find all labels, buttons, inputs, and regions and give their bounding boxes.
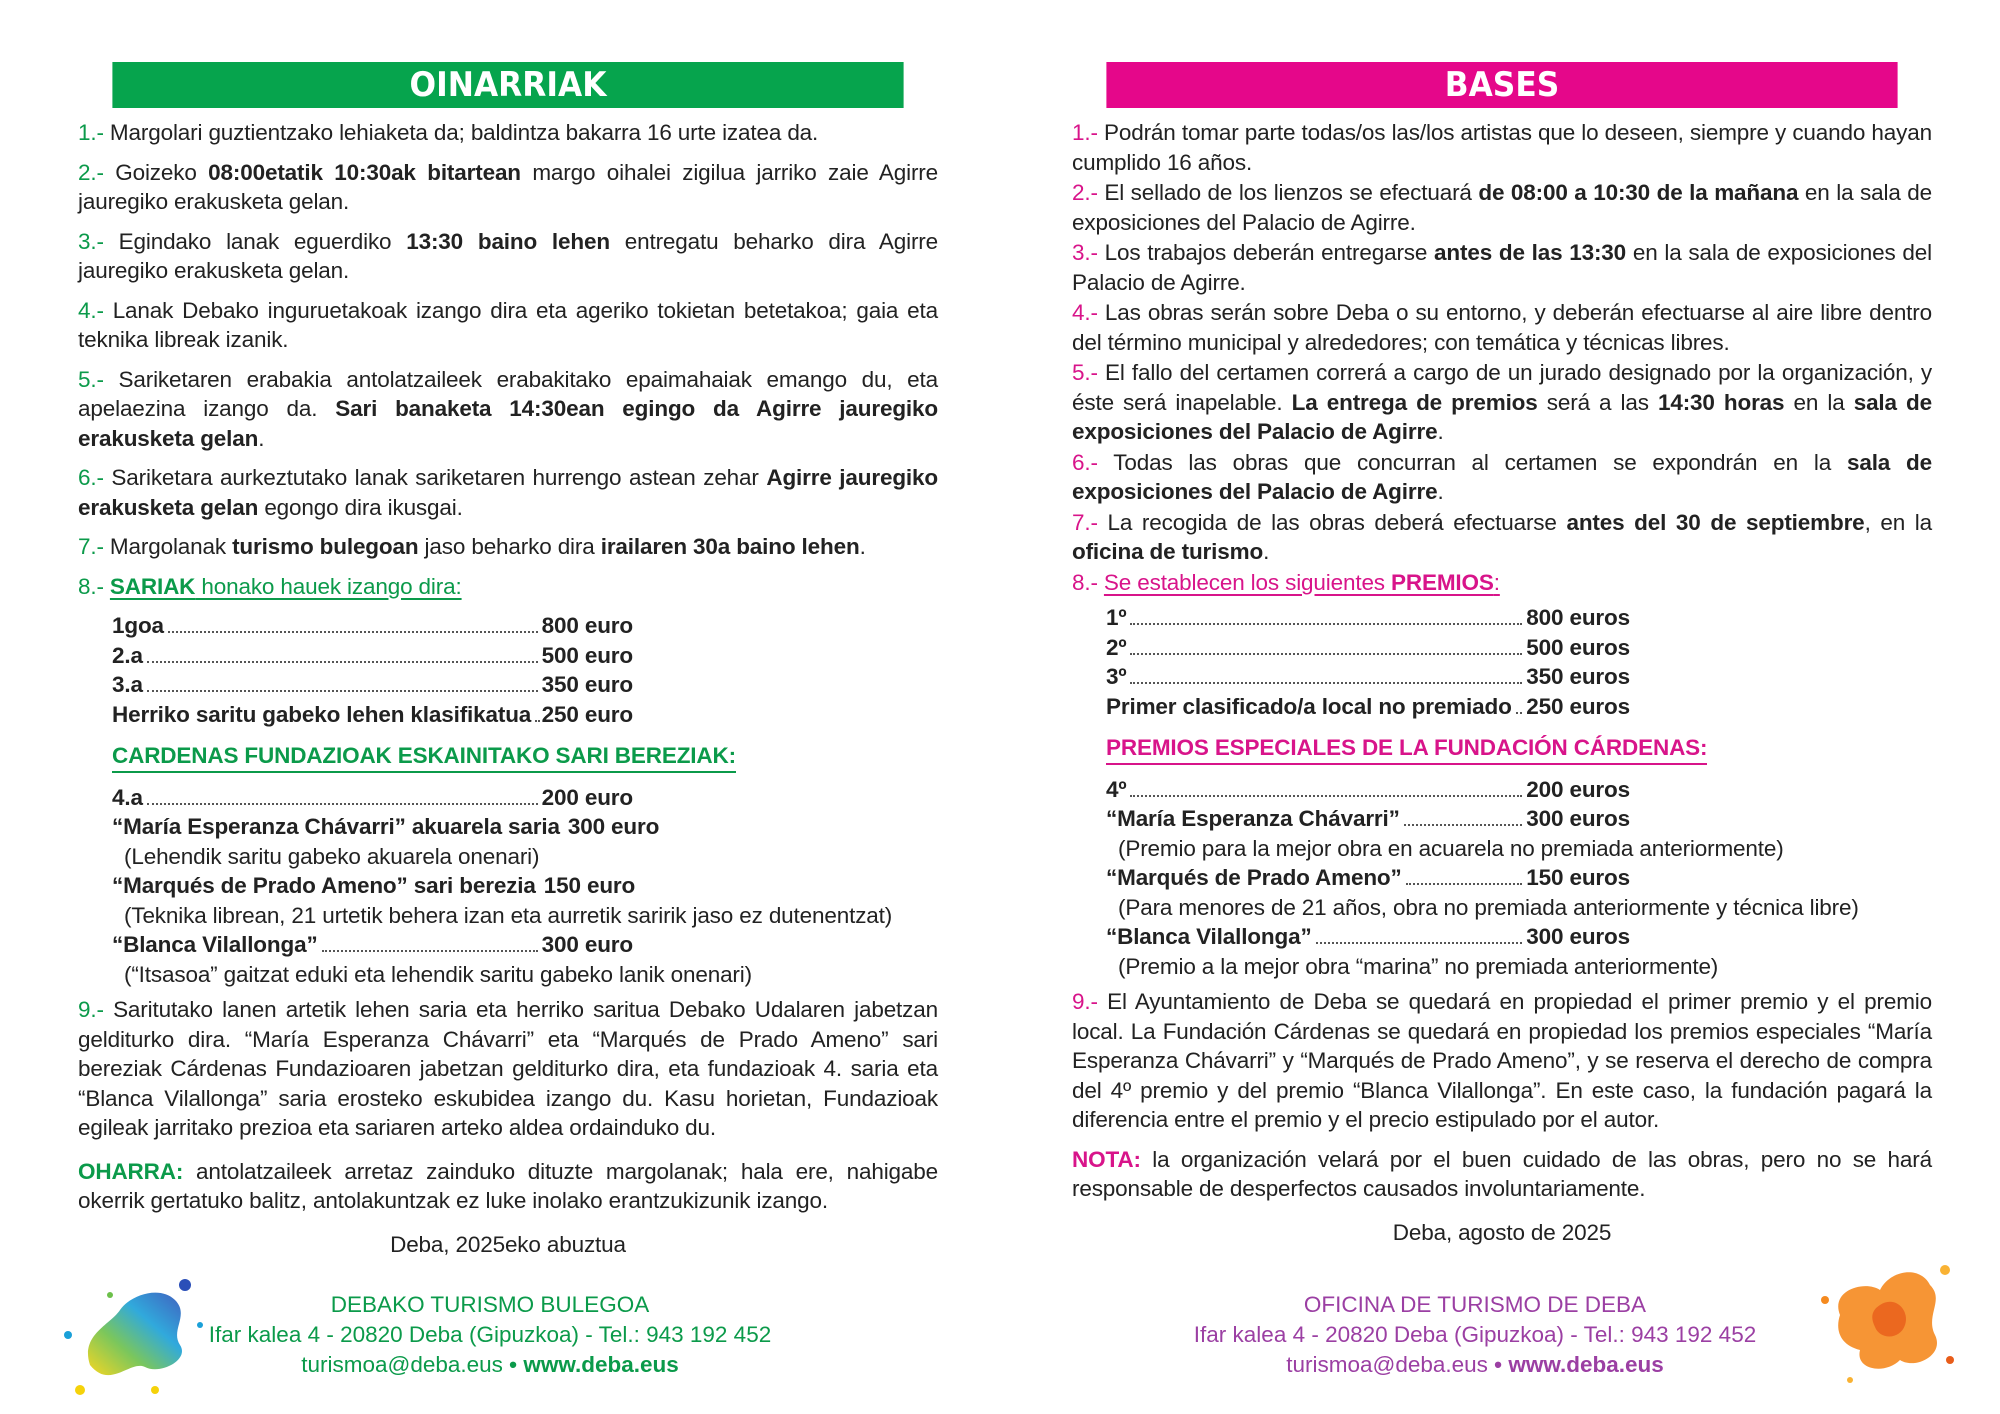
prize-amount: 150 euros bbox=[1526, 865, 1630, 890]
special-prize-row bbox=[1106, 863, 1630, 893]
prize-amount: 300 euro bbox=[541, 932, 633, 957]
prize-label: 1goa bbox=[112, 613, 164, 638]
prize-label: “Marqués de Prado Ameno” sari berezia bbox=[112, 873, 536, 898]
prize-label: 4º bbox=[1106, 776, 1127, 802]
dot-leader bbox=[1404, 824, 1523, 826]
item-7: 7.- Margolanak turismo bulegoan jaso beharko dira irailaren 30a baino lehen. bbox=[78, 534, 866, 559]
item-9: 9.- Saritutako lanen artetik lehen saria eta herriko saritua Debako Udalaren jabetzan gelditurko dira. “María Esperanza Chávarri” eta “Marqués de Prado Ameno” sari bereziak Cárdenas Fundazioaren jabetzan gelditurko dira, eta fundazioak 4. saria eta “Blanca Vilallonga” saria erosteko eskubidea izango du. Kasu horietan, Fundazioak egileak jarritako prezioa eta sariaren arteko aldea ordainduko du. bbox=[78, 997, 938, 1140]
dot-leader bbox=[1130, 682, 1522, 684]
special-prize-row bbox=[1106, 775, 1630, 805]
spanish-items bbox=[1072, 118, 1932, 567]
item-1: 1.- Margolari guztientzako lehiaketa da; baldintza bakarra 16 urte izatea da. bbox=[78, 120, 819, 145]
dot-leader bbox=[147, 661, 538, 663]
item-number: 3.- bbox=[1072, 240, 1098, 265]
prize-amount: 500 euros bbox=[1526, 634, 1630, 660]
prize-amount: 250 euro bbox=[541, 701, 633, 727]
prize-note: (Premio a la mejor obra “marina” no premiada anteriormente) bbox=[1118, 953, 1719, 979]
dot-leader bbox=[1516, 712, 1523, 714]
web-link[interactable]: www.deba.eus bbox=[523, 1352, 679, 1377]
prize-label: 1º bbox=[1106, 605, 1127, 630]
contact-line bbox=[150, 1350, 830, 1380]
prize-label: “Marqués de Prado Ameno” bbox=[1106, 865, 1402, 890]
item-number: 4.- bbox=[78, 297, 104, 323]
item-8: 8.- Se establecen los siguientes PREMIOS: bbox=[1072, 569, 1500, 595]
place-date: Deba, agosto de 2025 bbox=[1392, 1219, 1612, 1245]
prize-list bbox=[1106, 603, 1932, 981]
item-7: 7.- La recogida de las obras deberá efectuarse antes del 30 de septiembre, en la oficina de turismo. bbox=[1072, 509, 1932, 564]
prize-amount: 800 euros bbox=[1526, 605, 1630, 630]
prize-label: 2º bbox=[1106, 634, 1127, 660]
item-number: 2.- bbox=[1072, 180, 1098, 205]
item-number: 6.- bbox=[78, 465, 104, 490]
basque-footer bbox=[150, 1290, 830, 1380]
basque-items bbox=[78, 118, 938, 562]
item-number: 5.- bbox=[78, 366, 104, 392]
prize-note: (Para menores de 21 años, obra no premiada anteriormente y técnica libre) bbox=[1118, 894, 1859, 920]
prize-amount: 200 euros bbox=[1526, 776, 1630, 802]
dot-leader bbox=[322, 950, 538, 952]
prize-amount: 300 euros bbox=[1526, 924, 1630, 949]
prize-label: Primer clasificado/a local no premiado bbox=[1106, 693, 1512, 719]
dot-leader bbox=[147, 690, 538, 692]
basque-body bbox=[78, 118, 938, 1259]
prize-label: “Blanca Vilallonga” bbox=[1106, 924, 1312, 949]
dot-leader bbox=[168, 631, 538, 633]
item-2: 2.- El sellado de los lienzos se efectuará de 08:00 a 10:30 de la mañana en la sala de exposiciones del Palacio de Agirre. bbox=[1072, 180, 1932, 235]
prize-amount: 250 euros bbox=[1526, 693, 1630, 719]
prize-note: (Teknika librean, 21 urtetik behera izan eta aurretik saririk jaso ez dutenentzat) bbox=[124, 902, 893, 928]
paint-splash-rainbow-icon bbox=[50, 1255, 210, 1405]
note: NOTA: la organización velará por el buen cuidado de las obras, pero no se hará responsable de desperfectos causados involuntariamente. bbox=[1072, 1146, 1932, 1201]
special-prize-row bbox=[112, 783, 633, 813]
item-number: 1.- bbox=[1072, 120, 1098, 145]
prize-row bbox=[112, 641, 633, 671]
prize-label: “María Esperanza Chávarri” bbox=[1106, 806, 1400, 831]
contact-line bbox=[1155, 1350, 1795, 1380]
dot-leader bbox=[1130, 795, 1522, 797]
spanish-body bbox=[1072, 118, 1932, 1247]
prize-amount: 150 euro bbox=[543, 873, 636, 898]
bullet-separator: • bbox=[1494, 1352, 1503, 1377]
item-number: 1.- bbox=[78, 120, 104, 145]
prize-note: (Premio para la mejor obra en acuarela no premiada anteriormente) bbox=[1118, 835, 1784, 861]
prize-label: “Blanca Vilallonga” bbox=[112, 932, 318, 957]
item-6: 6.- Sariketara aurkeztutako lanak sariketaren hurrengo astean zehar Agirre jauregiko erakusketa gelan egongo dira ikusgai. bbox=[78, 465, 938, 520]
prize-note: (“Itsasoa” gaitzat eduki eta lehendik saritu gabeko lanik onenari) bbox=[124, 961, 752, 987]
special-prizes-heading: PREMIOS ESPECIALES DE LA FUNDACIÓN CÁRDENAS: bbox=[1106, 733, 1707, 765]
prize-row bbox=[1106, 662, 1630, 692]
prize-row bbox=[112, 700, 633, 730]
dot-leader bbox=[1316, 942, 1523, 944]
office-title: OFICINA DE TURISMO DE DEBA bbox=[1303, 1292, 1647, 1317]
banner-bases: BASES bbox=[1106, 62, 1897, 108]
item-number: 7.- bbox=[1072, 509, 1098, 535]
prize-note: (Lehendik saritu gabeko akuarela onenari) bbox=[124, 843, 540, 869]
item-number: 4.- bbox=[1072, 300, 1098, 325]
dot-leader bbox=[147, 803, 538, 805]
prize-amount: 350 euro bbox=[541, 672, 633, 697]
item-5: 5.- El fallo del certamen correrá a cargo de un jurado designado por la organización, y éste será inapelable. La entrega de premios será a las 14:30 horas en la sala de exposiciones del Palacio de Agirre. bbox=[1072, 360, 1932, 444]
item-3: 3.- Los trabajos deberán entregarse antes de las 13:30 en la sala de exposiciones del Palacio de Agirre. bbox=[1072, 240, 1932, 295]
prize-amount: 350 euros bbox=[1526, 664, 1630, 689]
prize-label: 3º bbox=[1106, 664, 1127, 689]
item-6: 6.- Todas las obras que concurran al certamen se expondrán en la sala de exposiciones del Palacio de Agirre. bbox=[1072, 449, 1932, 504]
item-4: 4.- Las obras serán sobre Deba o su entorno, y deberán efectuarse al aire libre dentro del término municipal y alrededores; con temática y técnicas libres. bbox=[1072, 300, 1932, 355]
item-2: 2.- Goizeko 08:00etatik 10:30ak bitartean margo oihalei zigilua jarriko zaie Agirre jauregiko erakusketa gelan. bbox=[78, 159, 938, 214]
prize-label: 3.a bbox=[112, 672, 143, 697]
spanish-footer bbox=[1155, 1290, 1795, 1380]
office-address: Ifar kalea 4 - 20820 Deba (Gipuzkoa) - Tel.: 943 192 452 bbox=[208, 1322, 772, 1347]
special-prize-row bbox=[112, 812, 660, 842]
basque-column bbox=[78, 62, 938, 1259]
special-prize-row bbox=[112, 871, 636, 901]
special-prizes-heading: CARDENAS FUNDAZIOAK ESKAINITAKO SARI BEREZIAK: bbox=[112, 741, 736, 773]
office-address: Ifar kalea 4 - 20820 Deba (Gipuzkoa) - Tel.: 943 192 452 bbox=[1193, 1322, 1757, 1347]
item-9: 9.- El Ayuntamiento de Deba se quedará en propiedad el primer premio y el premio local. La Fundación Cárdenas se quedará en propiedad los premios especiales “María Esperanza Chávarri” y “Marqués de Prado Ameno”, y se reserva el derecho de compra del 4º premio y del premio “Blanca Vilallonga”. En este caso, la fundación pagará la diferencia entre el premio y el precio estipulado por el autor. bbox=[1072, 989, 1932, 1132]
item-number: 2.- bbox=[78, 159, 104, 185]
prize-label: 2.a bbox=[112, 642, 143, 668]
item-3: 3.- Egindako lanak eguerdiko 13:30 baino lehen entregatu beharko dira Agirre jauregiko erakusketa gelan. bbox=[78, 228, 938, 283]
item-number: 5.- bbox=[1072, 360, 1098, 385]
prizes-intro: SARIAK honako hauek izango dira: bbox=[109, 573, 462, 599]
item-5: 5.- Sariketaren erabakia antolatzaileek erabakitako epaimahaiak emango du, eta apelaezina izango da. Sari banaketa 14:30ean egingo da Agirre jauregiko erakusketa gelan. bbox=[78, 366, 938, 451]
paint-splash-orange-icon bbox=[1810, 1245, 1960, 1395]
office-title: DEBAKO TURISMO BULEGOA bbox=[330, 1292, 650, 1317]
bullet-separator: • bbox=[509, 1352, 518, 1377]
item-4: 4.- Lanak Debako inguruetakoak izango dira eta ageriko tokietan betetakoa; gaia eta teknika libreak izanik. bbox=[78, 297, 938, 352]
spanish-column bbox=[1072, 62, 1932, 1247]
item-8 bbox=[78, 572, 938, 602]
item-number: 8.- bbox=[78, 573, 104, 599]
prize-amount: 300 euros bbox=[1526, 806, 1630, 831]
banner-oinarriak: OINARRIAK bbox=[112, 62, 903, 108]
item-number: 7.- bbox=[78, 534, 104, 559]
prize-list bbox=[112, 611, 938, 989]
item-number: 6.- bbox=[1072, 449, 1098, 475]
prize-row bbox=[112, 611, 633, 641]
prize-row bbox=[1106, 692, 1630, 722]
prize-label: Herriko saritu gabeko lehen klasifikatua bbox=[112, 701, 532, 727]
prize-amount: 300 euro bbox=[567, 814, 660, 839]
note: OHARRA: antolatzaileek arretaz zainduko dituzte margolanak; hala ere, nahigabe okerrik gertatuko balitz, antolakuntzak ez luke inolako erantzukizunik izango. bbox=[78, 1158, 938, 1213]
prize-amount: 500 euro bbox=[541, 642, 633, 668]
dot-leader bbox=[1406, 883, 1523, 885]
special-prize-row bbox=[112, 930, 633, 960]
item-number: 3.- bbox=[78, 228, 104, 254]
email-link[interactable]: turismoa@deba.eus bbox=[1286, 1352, 1488, 1377]
prize-row bbox=[112, 670, 633, 700]
prize-amount: 200 euro bbox=[541, 784, 633, 810]
dot-leader bbox=[1130, 623, 1522, 625]
place-date: Deba, 2025eko abuztua bbox=[390, 1231, 626, 1257]
special-prize-row bbox=[1106, 922, 1630, 952]
email-link[interactable]: turismoa@deba.eus bbox=[301, 1352, 503, 1377]
dot-leader bbox=[1130, 653, 1522, 655]
prize-label: 4.a bbox=[112, 784, 143, 810]
prize-row bbox=[1106, 603, 1630, 633]
prizes-intro: Se establecen los siguientes PREMIOS: bbox=[1103, 569, 1500, 595]
prize-label: “María Esperanza Chávarri” akuarela saria bbox=[112, 814, 560, 839]
dot-leader bbox=[535, 720, 537, 722]
prize-row bbox=[1106, 633, 1630, 663]
special-prize-row bbox=[1106, 804, 1630, 834]
web-link[interactable]: www.deba.eus bbox=[1508, 1352, 1664, 1377]
item-1: 1.- Podrán tomar parte todas/os las/los artistas que lo deseen, siempre y cuando hayan cumplido 16 años. bbox=[1072, 120, 1932, 175]
prize-amount: 800 euro bbox=[541, 613, 633, 638]
